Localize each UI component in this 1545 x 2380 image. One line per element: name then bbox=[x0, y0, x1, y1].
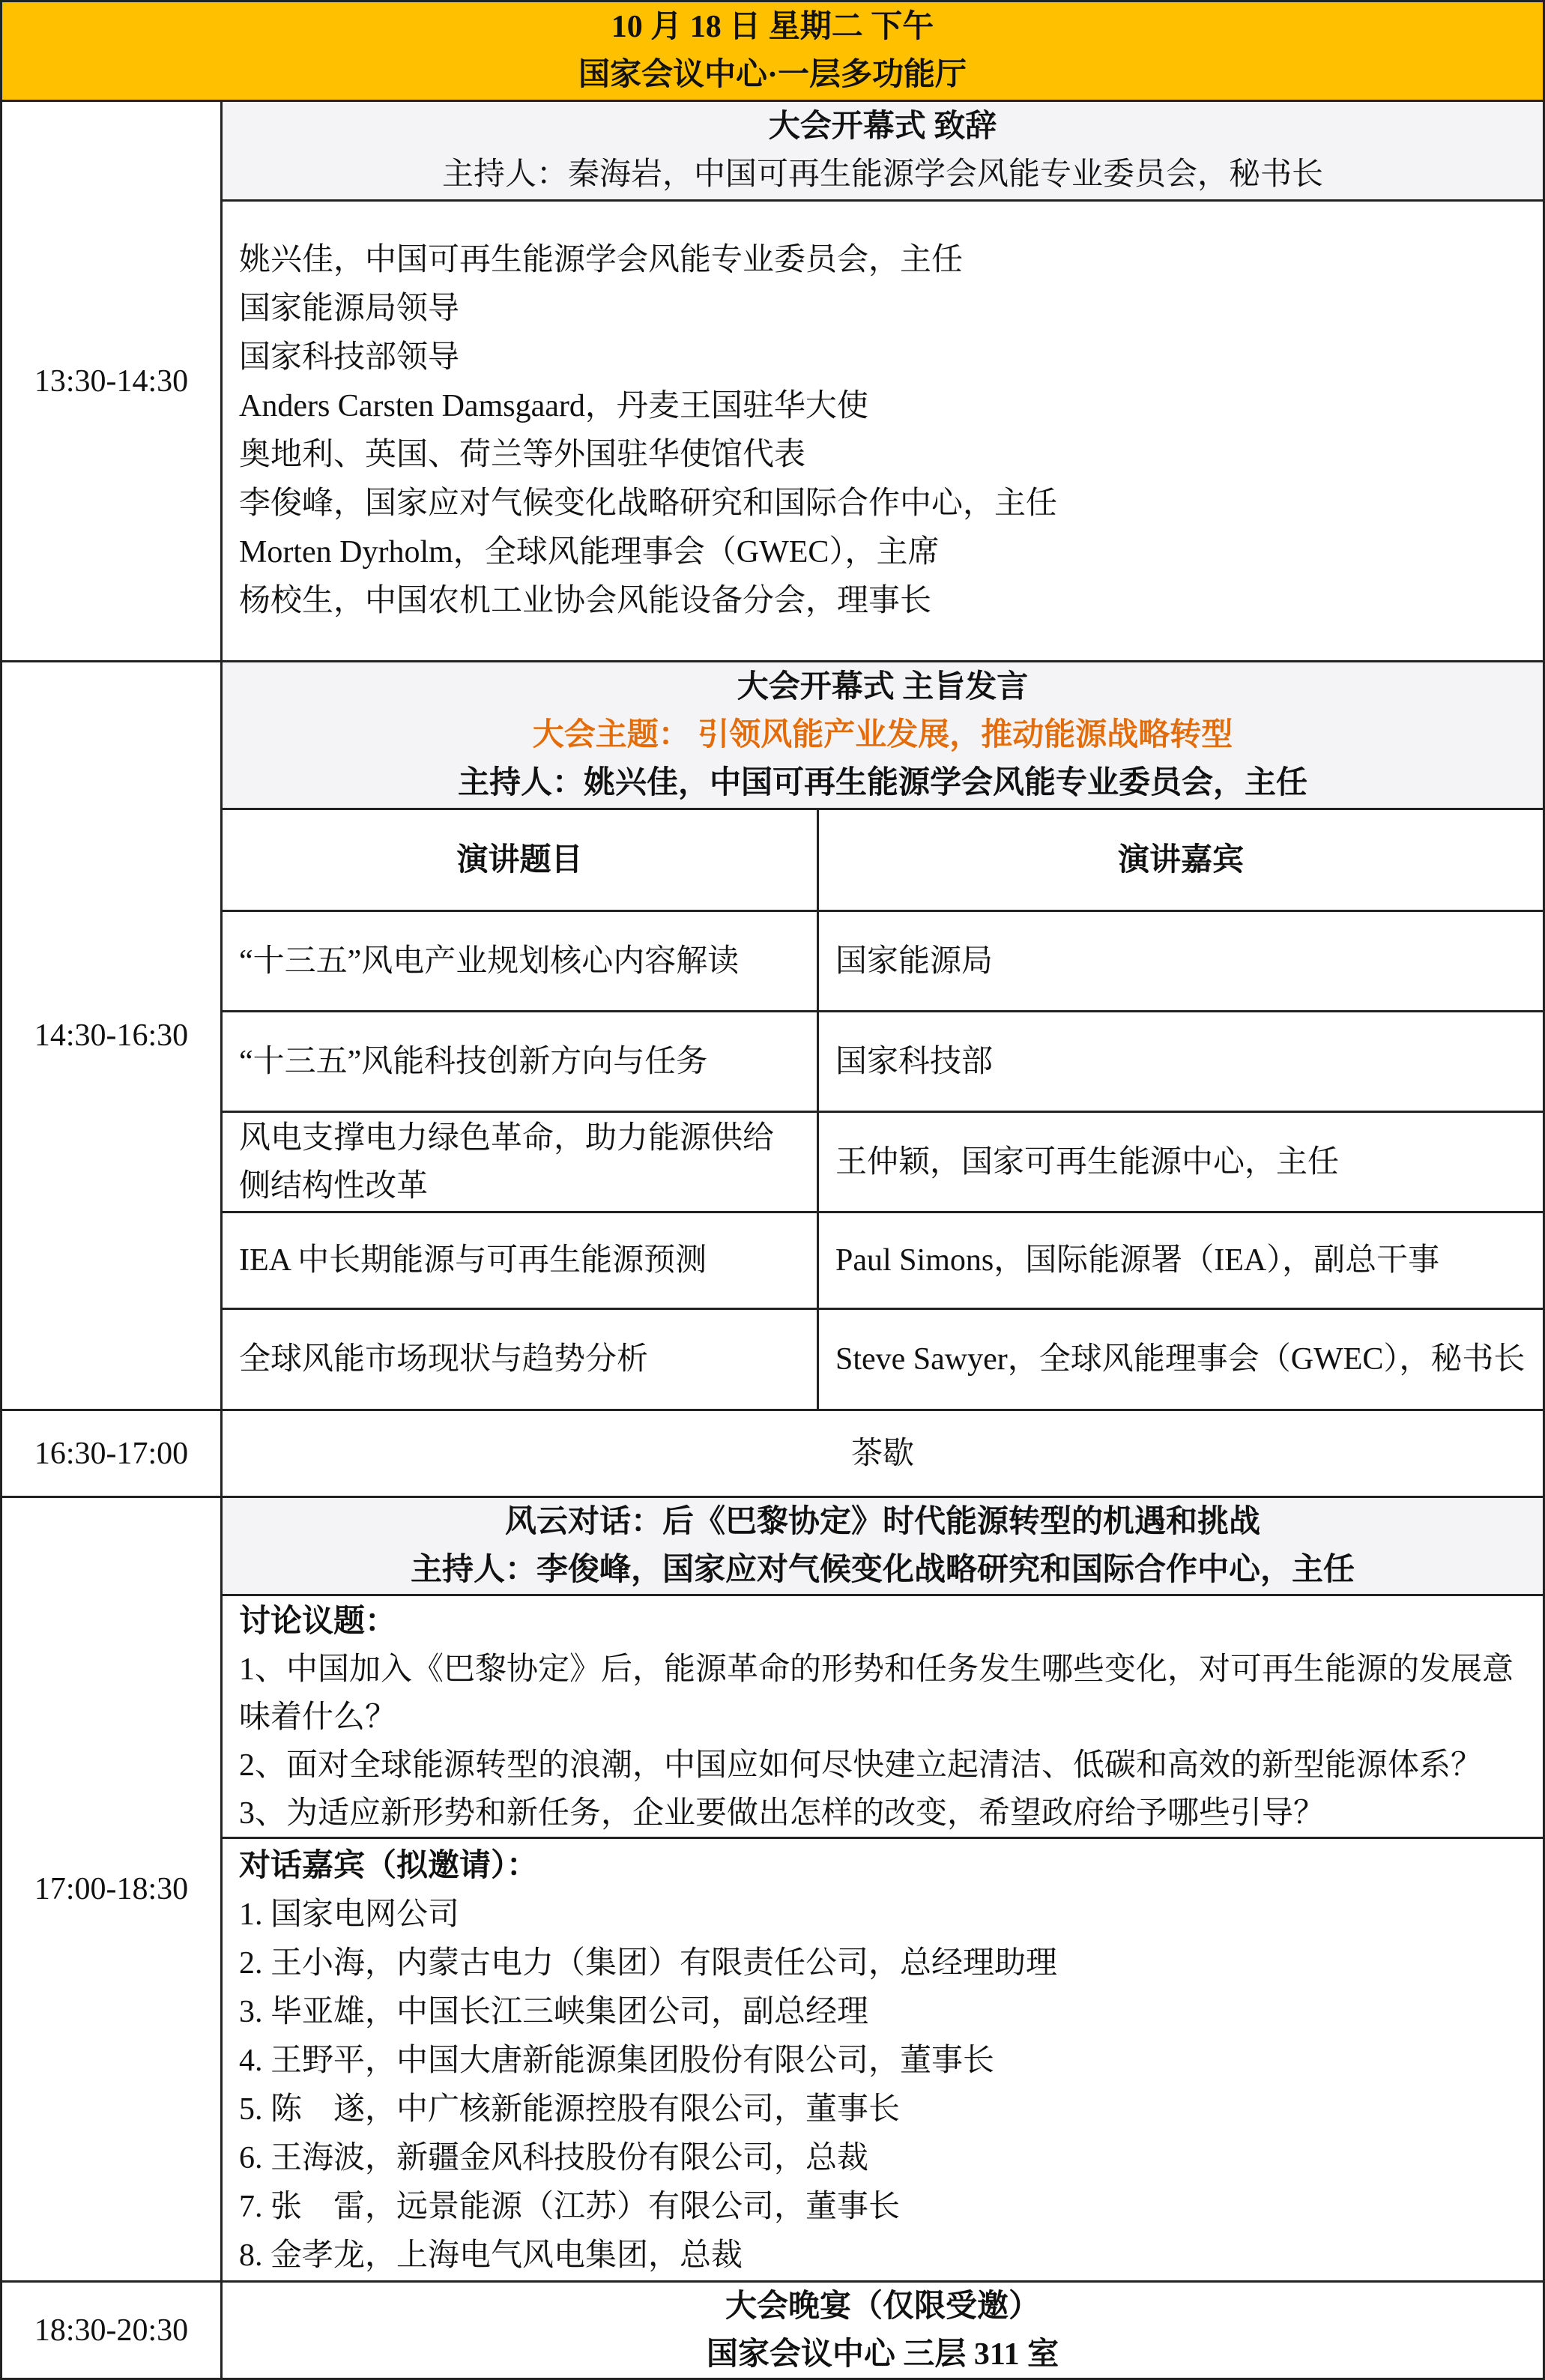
talk-topic: 风电支撑电力绿色革命，助力能源供给侧结构性改革 bbox=[220, 1111, 819, 1213]
talk-speaker: 国家科技部 bbox=[817, 1010, 1545, 1113]
discussion-topics bbox=[220, 1594, 1545, 1839]
speaker-item: 奥地利、英国、荷兰等外国驻华使馆代表 bbox=[239, 438, 806, 472]
day-venue: 国家会议中心·一层多功能厅 bbox=[578, 58, 967, 92]
session-time: 13:30-14:30 bbox=[0, 100, 223, 662]
guest-item: 4. 王野平，中国大唐新能源集团股份有限公司，董事长 bbox=[239, 2044, 995, 2078]
guest-item: 5. 陈 遂，中广核新能源控股有限公司，董事长 bbox=[239, 2092, 901, 2127]
topics-label: 讨论议题： bbox=[239, 1604, 397, 1639]
talk-topic: IEA 中长期能源与可再生能源预测 bbox=[220, 1211, 819, 1310]
session-host: 主持人：李俊峰，国家应对气候变化战略研究和国际合作中心，主任 bbox=[410, 1553, 1355, 1587]
speaker-item: 李俊峰，国家应对气候变化战略研究和国际合作中心，主任 bbox=[239, 486, 1058, 521]
guest-item: 3. 毕亚雄，中国长江三峡集团公司，副总经理 bbox=[239, 1995, 869, 2029]
session-title: 风云对话：后《巴黎协定》时代能源转型的机遇和挑战 bbox=[504, 1505, 1260, 1539]
session-venue: 国家会议中心 三层 311 室 bbox=[706, 2337, 1059, 2372]
topic-item: 1、中国加入《巴黎协定》后，能源革命的形势和任务发生哪些变化，对可再生能源的发展意味着什么？ bbox=[239, 1652, 1514, 1735]
speaker-item: Morten Dyrholm，全球风能理事会（GWEC），主席 bbox=[239, 535, 940, 570]
guest-item: 8. 金孝龙，上海电气风电集团，总裁 bbox=[239, 2238, 743, 2273]
session-time: 14:30-16:30 bbox=[0, 660, 223, 1411]
topic-item: 2、面对全球能源转型的浪潮，中国应如何尽快建立起清洁、低碳和高效的新型能源体系？ bbox=[239, 1748, 1483, 1783]
guest-item: 7. 张 雷，远景能源（江苏）有限公司，董事长 bbox=[239, 2190, 901, 2224]
session-heading bbox=[220, 660, 1545, 810]
session-title: 大会开幕式 主旨发言 bbox=[737, 670, 1029, 704]
dialogue-guests bbox=[220, 1837, 1545, 2283]
session-time: 16:30-17:00 bbox=[0, 1409, 223, 1498]
session-time: 18:30-20:30 bbox=[0, 2280, 223, 2380]
session-host: 主持人：姚兴佳，中国可再生能源学会风能专业委员会，主任 bbox=[457, 766, 1307, 800]
speaker-item: 杨校生，中国农机工业协会风能设备分会，理事长 bbox=[239, 584, 932, 618]
column-header-topic: 演讲题目 bbox=[220, 808, 819, 912]
conference-theme: 大会主题： 引领风能产业发展，推动能源战略转型 bbox=[532, 718, 1233, 752]
guest-item: 2. 王小海，内蒙古电力（集团）有限责任公司，总经理助理 bbox=[239, 1946, 1058, 1981]
talk-topic: 全球风能市场现状与趋势分析 bbox=[220, 1308, 819, 1411]
session-time: 17:00-18:30 bbox=[0, 1496, 223, 2283]
session-title: 大会晚宴（仅限受邀） bbox=[725, 2289, 1040, 2324]
talk-speaker: 王仲颖，国家可再生能源中心，主任 bbox=[817, 1111, 1545, 1213]
session-host: 主持人：秦海岩，中国可再生能源学会风能专业委员会，秘书长 bbox=[441, 157, 1323, 192]
guest-item: 6. 王海波，新疆金风科技股份有限公司，总裁 bbox=[239, 2141, 869, 2175]
column-header-speaker: 演讲嘉宾 bbox=[817, 808, 1545, 912]
talk-speaker: Steve Sawyer，全球风能理事会（GWEC），秘书长 bbox=[817, 1308, 1545, 1411]
day-header bbox=[0, 0, 1545, 102]
speaker-list bbox=[220, 199, 1545, 662]
speaker-item: 姚兴佳，中国可再生能源学会风能专业委员会，主任 bbox=[239, 243, 964, 277]
talk-speaker: 国家能源局 bbox=[817, 910, 1545, 1012]
session-heading bbox=[220, 1496, 1545, 1596]
speaker-item: 国家能源局领导 bbox=[239, 292, 460, 326]
guests-label: 对话嘉宾（拟邀请）： bbox=[239, 1849, 539, 1883]
day-date: 10 月 18 日 星期二 下午 bbox=[611, 10, 934, 44]
talk-topic: “十三五”风电产业规划核心内容解读 bbox=[220, 910, 819, 1012]
tea-break: 茶歇 bbox=[220, 1409, 1545, 1498]
talk-speaker: Paul Simons，国际能源署（IEA），副总干事 bbox=[817, 1211, 1545, 1310]
session-heading bbox=[220, 100, 1545, 202]
speaker-item: 国家科技部领导 bbox=[239, 340, 460, 375]
session-heading bbox=[220, 2280, 1545, 2380]
session-title: 大会开幕式 致辞 bbox=[768, 109, 997, 144]
topic-item: 3、为适应新形势和新任务，企业要做出怎样的改变，希望政府给予哪些引导？ bbox=[239, 1796, 1325, 1831]
talk-topic: “十三五”风能科技创新方向与任务 bbox=[220, 1010, 819, 1113]
speaker-item: Anders Carsten Damsgaard，丹麦王国驻华大使 bbox=[239, 389, 868, 423]
guest-item: 1. 国家电网公司 bbox=[239, 1897, 460, 1932]
